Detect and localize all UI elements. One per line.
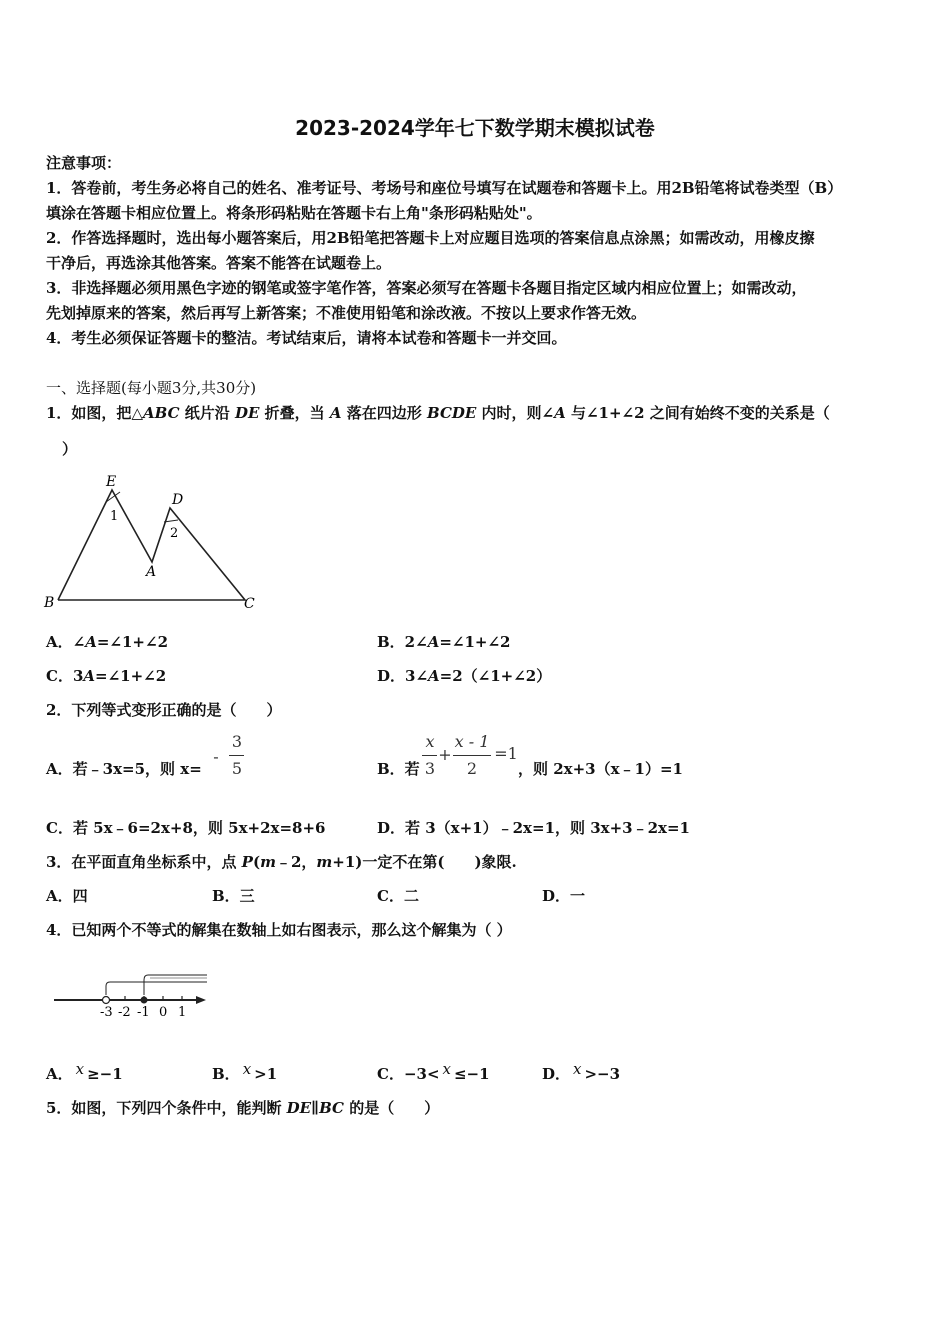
question-4-option-a[interactable]: A． x ≥−1 [46,1060,123,1083]
notice-line-2: 填涂在答题卡相应位置上。将条形码粘贴在答题卡右上角"条形码粘贴处"。 [46,204,542,222]
question-1-option-c[interactable]: C．3A=∠1+∠2 [46,667,167,685]
question-3-option-b[interactable]: B．三 [212,887,255,905]
tick-label-0: 0 [159,1005,168,1020]
option-b-frac1-den: 3 [424,759,436,778]
option-b-frac2-bar [453,755,491,756]
option-b-frac1-num: x [425,732,435,751]
notice-line-7: 4．考生必须保证答题卡的整洁。考试结束后，请将本试卷和答题卡一并交回。 [46,329,567,347]
option-a-numerator: 3 [231,732,243,751]
closed-point-minus-1 [141,997,148,1004]
tick-label-minus-3: -3 [100,1005,113,1020]
question-1-option-b[interactable]: B．2∠A=∠1+∠2 [377,633,511,651]
option-b-frac2-num: x - 1 [454,732,490,751]
label-2: 2 [170,526,179,541]
question-3-option-c[interactable]: C．二 [377,887,419,905]
notice-line-4: 干净后，再选涂其他答案。答案不能答在试题卷上。 [46,254,392,272]
notice-line-1: 1．答卷前，考生务必将自己的姓名、准考证号、考场号和座位号填写在试题卷和答题卡上。用2B铅笔将试卷类型（B） [46,179,843,197]
option-a-fraction-bar [229,755,244,756]
section-heading: 一、选择题(每小题3分,共30分) [46,379,257,397]
question-4-option-b[interactable]: B． x >1 [212,1060,278,1083]
tick-label-1: 1 [178,1005,187,1020]
option-b-equals: =1 [494,744,518,763]
option-b-frac2-den: 2 [466,759,478,778]
tick-label-minus-1: -1 [137,1005,150,1020]
question-1-close: ） [62,440,78,458]
label-1: 1 [110,509,119,524]
option-a-minus: - [213,747,219,766]
question-3-option-a[interactable]: A．四 [46,887,88,905]
question-4-option-d[interactable]: D． x >−3 [542,1060,621,1083]
question-2-option-d[interactable]: D．若 3（x+1）﹣2x=1，则 3x+3﹣2x=1 [377,819,690,837]
question-2-option-a[interactable]: A．若﹣3x=5，则 x= [46,760,202,778]
question-5-text: 5．如图，下列四个条件中，能判断 DE∥BC 的是（ ） [46,1099,440,1117]
option-b-plus: + [438,745,452,764]
triangle-outline [58,490,245,600]
page-title: 2023-2024学年七下数学期末模拟试卷 [295,116,655,140]
question-2-text: 2．下列等式变形正确的是（ ） [46,701,282,719]
solution-ray-1 [106,982,207,995]
axis-arrow [196,996,206,1004]
question-3-text: 3．在平面直角坐标系中，点 P(m﹣2，m+1)一定不在第( )象限. [46,853,517,871]
label-B: B [44,595,55,611]
label-D: D [172,492,184,508]
option-b-frac1-bar [422,755,437,756]
question-2-option-b[interactable]: B．若 [377,760,420,778]
notice-line-6: 先划掉原来的答案，然后再写上新答案；不准使用铅笔和涂改液。不按以上要求作答无效。 [46,304,647,322]
label-A: A [146,564,157,580]
question-4-text: 4．已知两个不等式的解集在数轴上如右图表示，那么这个解集为（ ） [46,921,512,939]
question-2-option-c[interactable]: C．若 5x﹣6=2x+8，则 5x+2x=8+6 [46,819,326,837]
option-b-conclusion: ，则 2x+3（x﹣1）=1 [518,760,683,778]
number-line-figure [50,968,215,1023]
notice-line-5: 3．非选择题必须用黑色字迹的钢笔或签字笔作答，答案必须写在答题卡各题目指定区域内相应位置上；如需改动， [46,279,807,297]
question-1-option-d[interactable]: D．3∠A=2（∠1+∠2） [377,667,552,685]
label-C: C [244,596,255,612]
question-4-option-c[interactable]: C．−3< x ≤−1 [377,1060,490,1083]
question-1-text: 1．如图，把△ABC 纸片沿 DE 折叠，当 A 落在四边形 BCDE 内时，则∠A 与∠1+∠2 之间有始终不变的关系是（ [46,404,830,422]
open-point-minus-3 [103,997,110,1004]
question-1-option-a[interactable]: A．∠A=∠1+∠2 [46,633,169,651]
option-a-denominator: 5 [231,759,243,778]
label-E: E [106,474,117,490]
notice-line-3: 2．作答选择题时，选出每小题答案后，用2B铅笔把答题卡上对应题目选项的答案信息点涂黑；如需改动，用橡皮擦 [46,229,815,247]
tick-label-minus-2: -2 [118,1005,131,1020]
question-3-option-d[interactable]: D．一 [542,887,586,905]
notice-heading: 注意事项： [46,154,122,172]
question-1-figure [40,470,270,618]
